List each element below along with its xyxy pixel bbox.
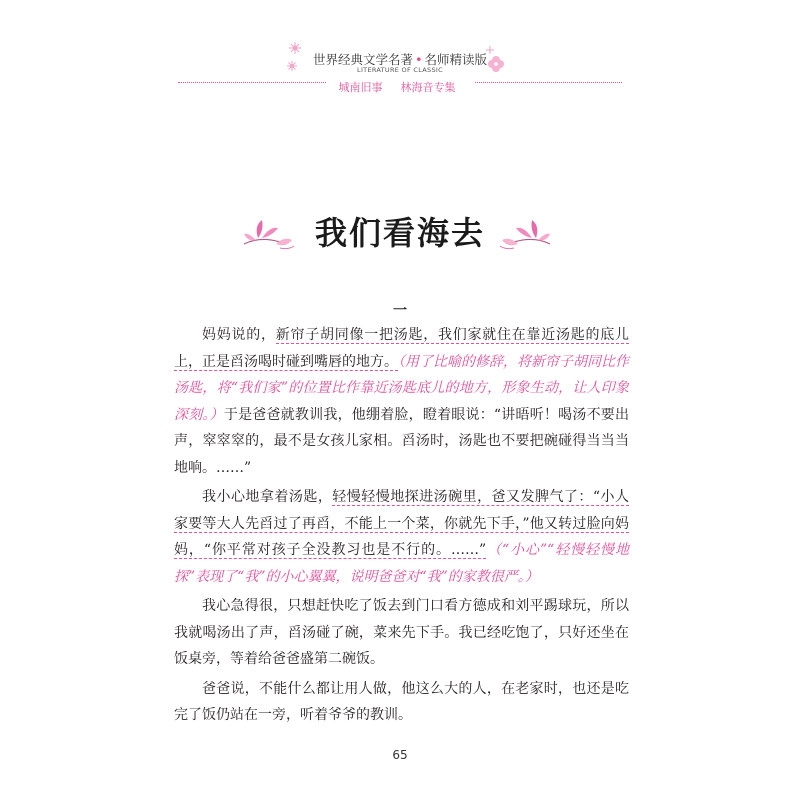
flower-ornament-right-icon [482,42,508,76]
p1-underlined-text: 新帘子胡同像一把汤匙，我们家就住在靠近汤匙的底儿上，正是舀汤喝时碰到嘴唇的地方。 [174,327,629,370]
p1-text-1: 妈妈说的， [202,327,276,343]
series-edition: 名师精读版 [424,52,487,67]
series-dot: • [415,52,423,67]
chapter-title-block [0,208,800,258]
series-english-subtitle: LITERATURE OF CLASSIC [357,66,443,74]
book-title: 城南旧事 [333,81,389,94]
p2-underlined-text: 轻慢轻慢地探进汤碗里，爸又发脾气了：“小人家要等大人先舀过了再舀，不能上一个菜，你就先下手，”他又转过脸向妈妈，“你平常对孩子全没教习也是不行的。……” [174,489,630,558]
p2-annotation: （“小心”“轻慢轻慢地探”表现了“我”的小心翼翼，说明爸爸对“我”的家教很严。） [174,542,629,585]
lotus-ornament-right-icon [496,214,554,254]
section-number: 一 [393,303,407,319]
chapter-title: 我们看海去 [314,214,485,252]
p1-annotation: （用了比喻的修辞，将新帘子胡同比作汤匙，将“我们家”的位置比作靠近汤匙底儿的地方，形象生动，让人印象深刻。） [174,353,629,423]
page-number: 65 [392,748,408,762]
body-text [174,322,629,732]
p1-text-2: 于是爸爸就教训我，他绷着脸，瞪着眼说：“讲晤听！喝汤不要出声，窣窣窣的，最不是女孩儿家相。舀汤时，汤匙也不要把碗碰得当当当地响。……” [174,406,630,476]
paragraph-2 [174,484,629,590]
p2-text-1: 我小心地拿着汤匙， [202,489,333,505]
paragraph-4: 爸爸说，不能什么都让用人做，他这么大的人，在老家时，也还是吃完了饭仍站在一旁，听着爷爷的教训。 [174,680,629,723]
book-series: 林海音专集 [395,81,462,94]
paragraph-3: 我心急得很，只想赶快吃了饭去到门口看方德成和刘平踢球玩，所以我就喝汤出了声，舀汤碰了碗，菜来先下手。我已经吃饱了，只好还坐在饭桌旁，等着给爸爸盛第二碗饭。 [174,598,629,667]
running-header [0,0,800,100]
book-title-line [0,79,800,95]
series-title-main: 世界经典文学名著 [313,52,414,67]
paragraph-1 [174,322,629,481]
